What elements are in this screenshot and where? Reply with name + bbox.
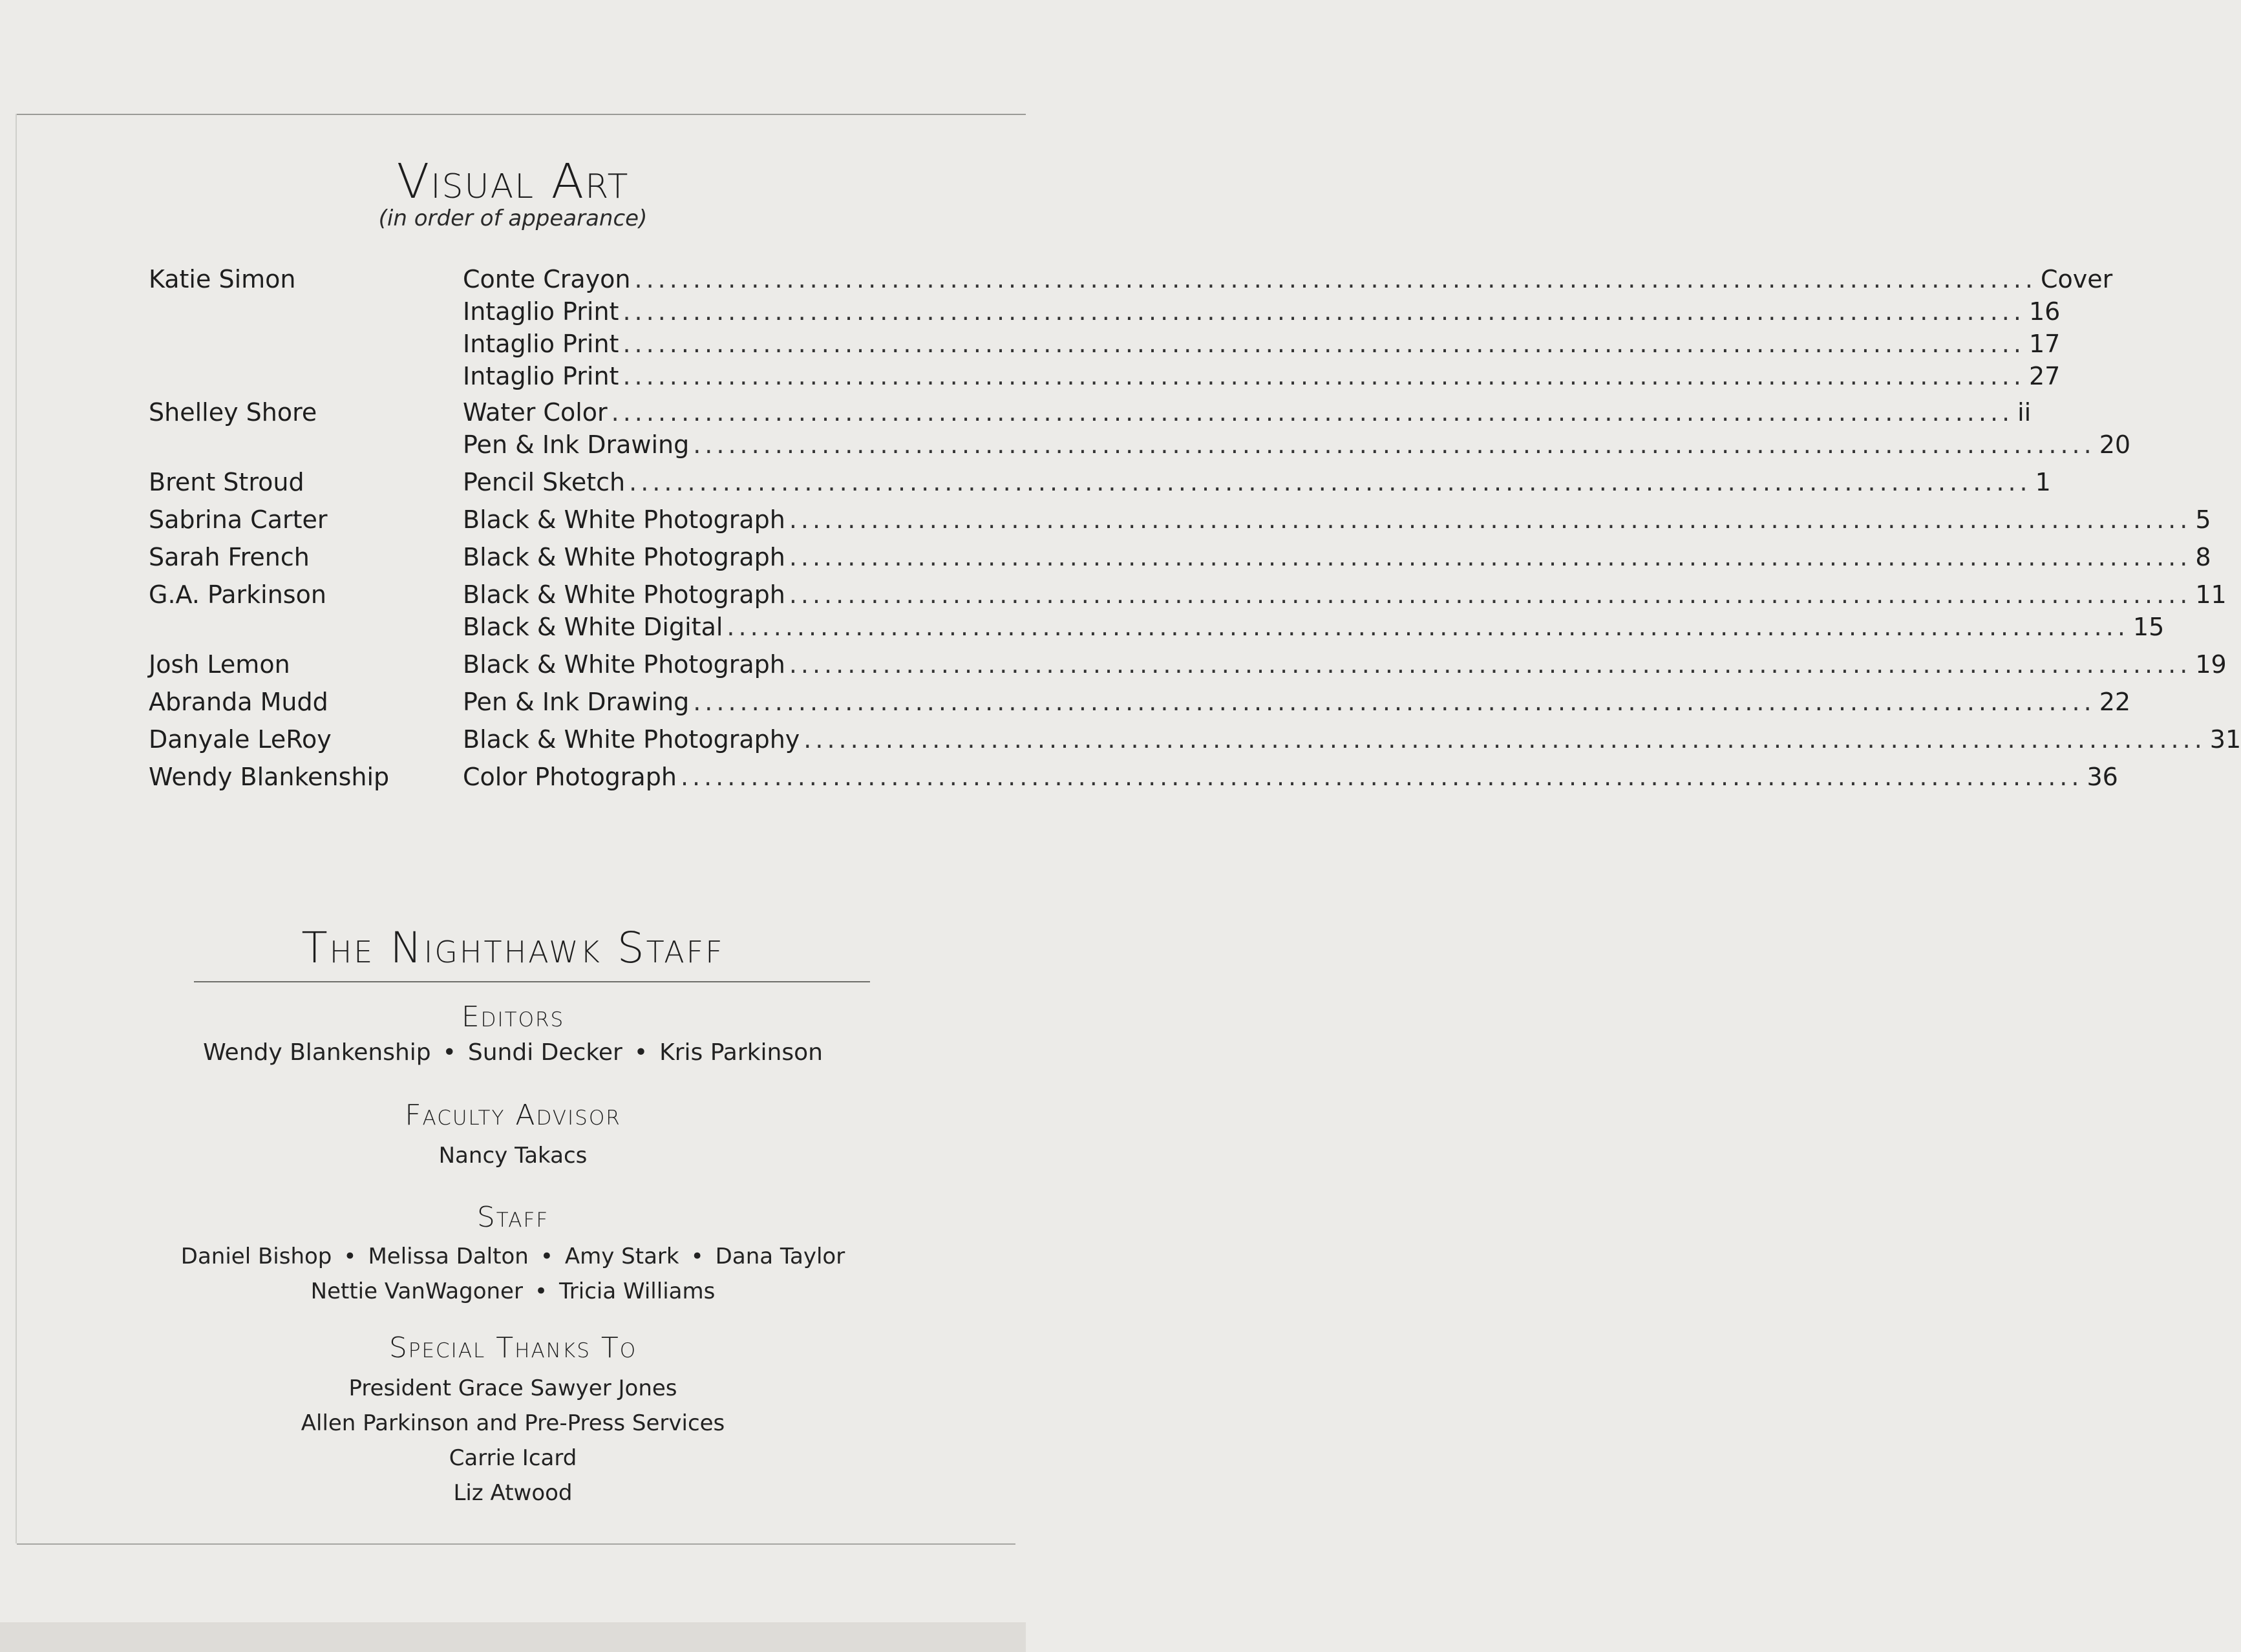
medium: Pencil Sketch bbox=[463, 468, 626, 496]
medium: Color Photograph bbox=[463, 763, 677, 791]
dot-leader: ........................................................................................................................ bbox=[680, 763, 2083, 791]
thanks-heading: Special Thanks To bbox=[388, 1331, 637, 1364]
staff-heading: Staff bbox=[476, 1201, 549, 1234]
artist-name: Josh Lemon bbox=[149, 650, 290, 679]
page-number: 17 bbox=[2028, 330, 2061, 358]
medium: Pen & Ink Drawing bbox=[463, 688, 690, 716]
medium: Pen & Ink Drawing bbox=[463, 430, 690, 459]
medium: Intaglio Print bbox=[463, 297, 619, 326]
medium: Black & White Digital bbox=[463, 613, 723, 641]
medium-and-page bbox=[463, 503, 2211, 536]
artist-name: Brent Stroud bbox=[149, 468, 304, 496]
page-number: 36 bbox=[2087, 763, 2118, 791]
visual-art-title: Visual Art bbox=[396, 154, 630, 209]
thanks-line: President Grace Sawyer Jones bbox=[348, 1375, 677, 1401]
page-number: 16 bbox=[2028, 297, 2061, 326]
medium-and-page bbox=[463, 428, 2131, 461]
staff-name: Melissa Dalton bbox=[368, 1244, 529, 1269]
thanks-line: Liz Atwood bbox=[453, 1480, 573, 1506]
medium-and-page bbox=[463, 723, 2241, 756]
medium-and-page bbox=[463, 327, 2061, 361]
page-number: Cover bbox=[2041, 265, 2113, 293]
dot-leader: ........................................................................................................................ bbox=[803, 725, 2206, 754]
medium: Black & White Photograph bbox=[463, 505, 785, 534]
bullet-separator: • bbox=[442, 1039, 456, 1066]
advisor-heading: Faculty Advisor bbox=[405, 1099, 621, 1132]
page-bottom-edge bbox=[0, 1622, 1026, 1652]
medium-and-page bbox=[463, 465, 2051, 499]
page-number: 11 bbox=[2195, 580, 2227, 609]
staff-name: Nettie VanWagoner bbox=[310, 1278, 523, 1304]
dot-leader: ........................................................................................................................ bbox=[622, 330, 2025, 358]
bullet-separator: • bbox=[534, 1278, 548, 1304]
artist-name: Sarah French bbox=[149, 543, 310, 571]
page-number: 15 bbox=[2132, 613, 2165, 641]
bullet-separator: • bbox=[633, 1039, 648, 1066]
thanks-line: Allen Parkinson and Pre-Press Services bbox=[301, 1410, 725, 1436]
dot-leader: ........................................................................................................................ bbox=[693, 688, 2096, 716]
medium: Conte Crayon bbox=[463, 265, 631, 293]
medium: Black & White Photography bbox=[463, 725, 800, 754]
dot-leader: ........................................................................................................................ bbox=[629, 468, 2032, 496]
medium: Intaglio Print bbox=[463, 362, 619, 390]
medium: Water Color bbox=[463, 398, 608, 427]
bullet-separator: • bbox=[343, 1244, 357, 1269]
dot-leader: ........................................................................................................................ bbox=[789, 543, 2192, 571]
visual-art-subtitle: (in order of appearance) bbox=[378, 206, 648, 231]
page-number: 19 bbox=[2195, 650, 2227, 679]
dot-leader: ........................................................................................................................ bbox=[611, 398, 2014, 427]
staff-line-2 bbox=[0, 1278, 1026, 1304]
staff-rule bbox=[194, 981, 870, 982]
staff-name: Amy Stark bbox=[564, 1244, 679, 1269]
artist-name: Sabrina Carter bbox=[149, 505, 328, 534]
staff-title: The Nighthawk Staff bbox=[301, 923, 725, 973]
dot-leader: ........................................................................................................................ bbox=[789, 580, 2192, 609]
editor-name: Sundi Decker bbox=[467, 1039, 622, 1066]
dot-leader: ........................................................................................................................ bbox=[622, 362, 2025, 390]
dot-leader: ........................................................................................................................ bbox=[789, 650, 2192, 679]
medium-and-page bbox=[463, 262, 2113, 296]
page-number: 8 bbox=[2195, 543, 2211, 571]
bullet-separator: • bbox=[540, 1244, 553, 1269]
medium-and-page bbox=[463, 648, 2227, 681]
page-number: 20 bbox=[2099, 430, 2131, 459]
staff-line-1 bbox=[0, 1244, 1026, 1269]
top-rule bbox=[17, 114, 1026, 115]
staff-name: Tricia Williams bbox=[559, 1278, 716, 1304]
artist-name: Katie Simon bbox=[149, 265, 296, 293]
medium-and-page bbox=[463, 295, 2061, 328]
staff-name: Daniel Bishop bbox=[180, 1244, 332, 1269]
dot-leader: ........................................................................................................................ bbox=[789, 505, 2192, 534]
medium-and-page bbox=[463, 610, 2165, 644]
medium: Black & White Photograph bbox=[463, 650, 785, 679]
staff-name: Dana Taylor bbox=[715, 1244, 845, 1269]
advisor-name: Nancy Takacs bbox=[438, 1143, 588, 1169]
dot-leader: ........................................................................................................................ bbox=[634, 265, 2037, 293]
page-number: 27 bbox=[2028, 362, 2061, 390]
medium-and-page bbox=[463, 359, 2061, 393]
editor-name: Kris Parkinson bbox=[659, 1039, 823, 1066]
medium-and-page bbox=[463, 760, 2118, 794]
editor-name: Wendy Blankenship bbox=[203, 1039, 431, 1066]
dot-leader: ........................................................................................................................ bbox=[727, 613, 2129, 641]
artist-name: Danyale LeRoy bbox=[149, 725, 332, 754]
bottom-rule bbox=[17, 1543, 1015, 1545]
medium-and-page bbox=[463, 540, 2211, 574]
medium-and-page bbox=[463, 396, 2032, 429]
dot-leader: ........................................................................................................................ bbox=[693, 430, 2096, 459]
artist-name: Wendy Blankenship bbox=[149, 763, 390, 791]
page-number: 22 bbox=[2099, 688, 2131, 716]
medium-and-page bbox=[463, 685, 2131, 719]
artist-name: G.A. Parkinson bbox=[149, 580, 326, 609]
artist-name: Abranda Mudd bbox=[149, 688, 328, 716]
editors-heading: Editors bbox=[461, 1001, 565, 1033]
left-page-edge bbox=[16, 114, 17, 1543]
medium: Black & White Photograph bbox=[463, 580, 785, 609]
page-number: ii bbox=[2017, 398, 2032, 427]
editors-line bbox=[0, 1039, 1026, 1066]
dot-leader: ........................................................................................................................ bbox=[622, 297, 2025, 326]
page-number: 31 bbox=[2209, 725, 2241, 754]
thanks-line: Carrie Icard bbox=[449, 1445, 577, 1471]
artist-name: Shelley Shore bbox=[149, 398, 317, 427]
page-number: 1 bbox=[2035, 468, 2051, 496]
medium: Black & White Photograph bbox=[463, 543, 785, 571]
page-number: 5 bbox=[2195, 505, 2211, 534]
medium: Intaglio Print bbox=[463, 330, 619, 358]
bullet-separator: • bbox=[690, 1244, 704, 1269]
medium-and-page bbox=[463, 578, 2227, 611]
